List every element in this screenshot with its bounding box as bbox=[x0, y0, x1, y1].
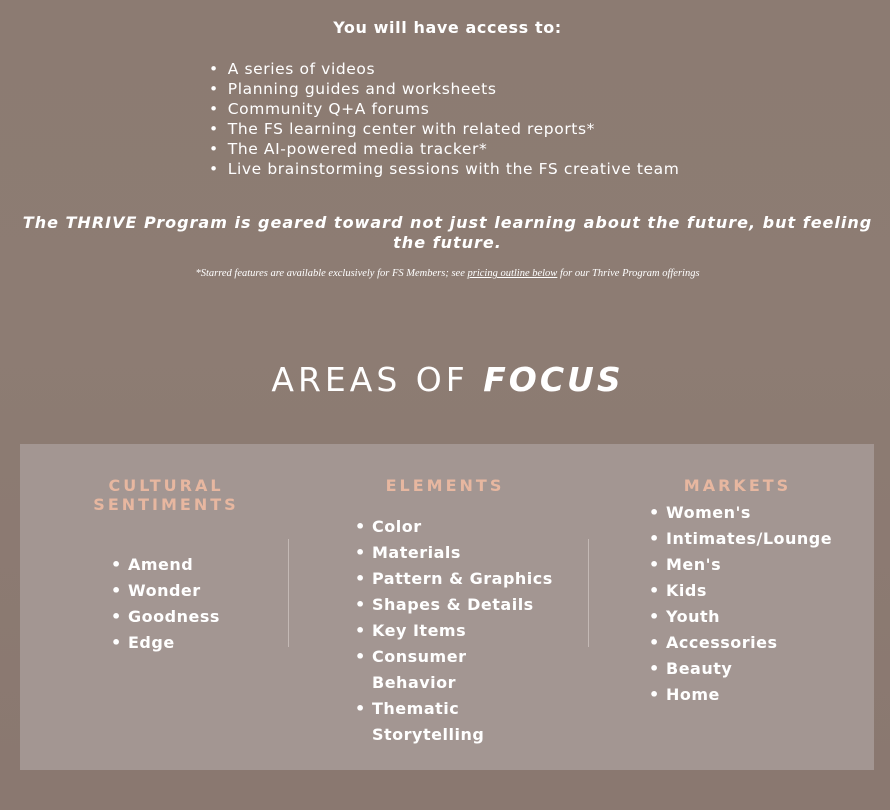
footnote-suffix: for our Thrive Program offerings bbox=[557, 268, 700, 279]
list-item: • Wonder bbox=[111, 578, 220, 604]
list-item: • Shapes & Details bbox=[355, 592, 555, 618]
pricing-outline-link[interactable]: pricing outline below bbox=[467, 268, 558, 279]
list-item: • Intimates/Lounge bbox=[649, 526, 832, 552]
list-item: • Thematic Storytelling bbox=[355, 696, 467, 748]
list-item: • Women's bbox=[649, 500, 832, 526]
list-item: • Materials bbox=[355, 540, 555, 566]
access-title: You will have access to: bbox=[333, 18, 562, 37]
access-list bbox=[209, 59, 679, 179]
list-item: • Key Items bbox=[355, 618, 555, 644]
column-title-cultural-sentiments: CULTURAL SENTIMENTS bbox=[93, 476, 239, 514]
list-item: • Accessories bbox=[649, 630, 832, 656]
list-item: • Consumer Behavior bbox=[355, 644, 555, 696]
list-item: • Men's bbox=[649, 552, 832, 578]
column-divider bbox=[588, 539, 589, 647]
cultural-sentiments-list bbox=[111, 552, 220, 656]
focus-panel bbox=[20, 444, 874, 770]
list-item: • Pattern & Graphics bbox=[355, 566, 555, 592]
list-item: • Youth bbox=[649, 604, 832, 630]
list-item: • Goodness bbox=[111, 604, 220, 630]
column-title-markets: MARKETS bbox=[683, 476, 792, 495]
heading-plain: AREAS OF bbox=[271, 360, 469, 399]
column-divider bbox=[288, 539, 289, 647]
footnote-prefix: *Starred features are available exclusively for FS Members; see bbox=[195, 268, 468, 279]
markets-list bbox=[649, 500, 832, 708]
elements-list bbox=[355, 514, 555, 748]
list-item: • Community Q+A forums bbox=[209, 99, 679, 119]
list-item: • A series of videos bbox=[209, 59, 679, 79]
list-item: • Kids bbox=[649, 578, 832, 604]
list-item: • Live brainstorming sessions with the FS creative team bbox=[209, 159, 679, 179]
list-item: • Edge bbox=[111, 630, 220, 656]
starred-features-footnote bbox=[0, 268, 890, 279]
list-item: • Amend bbox=[111, 552, 220, 578]
list-item: • Home bbox=[649, 682, 832, 708]
list-item: • The FS learning center with related reports* bbox=[209, 119, 679, 139]
heading-emphasis: FOCUS bbox=[483, 360, 624, 399]
program-statement: The THRIVE Program is geared toward not just learning about the future, but feeling the future. bbox=[22, 213, 873, 252]
areas-of-focus-heading bbox=[0, 360, 890, 399]
list-item: • Beauty bbox=[649, 656, 832, 682]
list-item: • The AI-powered media tracker* bbox=[209, 139, 679, 159]
list-item: • Planning guides and worksheets bbox=[209, 79, 679, 99]
list-item: • Color bbox=[355, 514, 555, 540]
column-title-elements: ELEMENTS bbox=[385, 476, 505, 495]
